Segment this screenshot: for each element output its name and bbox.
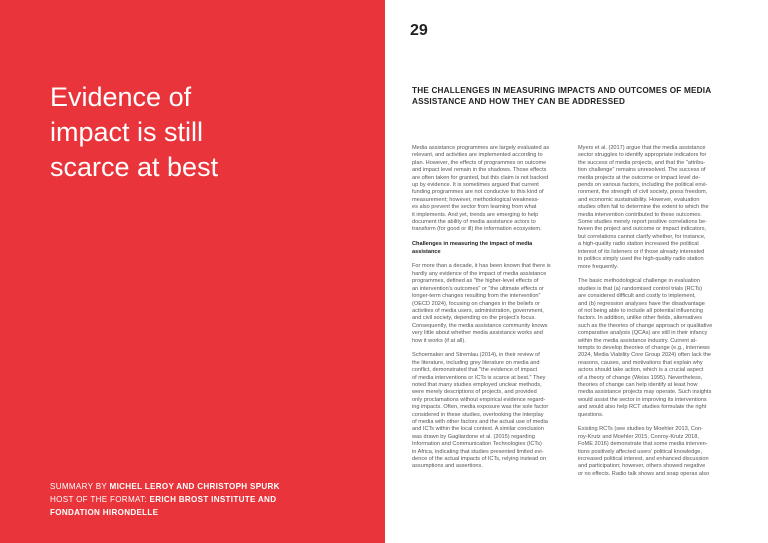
body-text-line: and participation; however, others showed negative [578, 463, 706, 470]
body-text-line: or no effects. Radio talk shows and soap operas also [578, 470, 710, 477]
summary-prefix: SUMMARY BY [50, 482, 110, 491]
body-text-line: and economic sustainability. However, evaluation [578, 196, 700, 203]
body-text-line: Consequently, the media assistance community knows [412, 322, 548, 329]
body-text-line: tions positively affected users' political knowledge, [578, 448, 703, 455]
body-text-line: up by evidence. It is sometimes argued that current [412, 182, 539, 189]
body-text-line: media intervention contributed to these outcomes. [578, 211, 702, 218]
body-text-line: hardly any evidence of the impact of media assistance [412, 270, 547, 277]
body-text-line: assumptions and assertions. [412, 463, 483, 470]
body-text-line: 2024, Media Viability Core Group 2024) often lack the [578, 352, 711, 359]
body-text-line: The basic methodological challenge in evaluation [578, 278, 700, 285]
body-text-line: how it works (if at all). [412, 337, 466, 344]
body-text-line: sector struggles to identify appropriate indicators for [578, 152, 707, 159]
body-text-line: transform (for good or ill) the information ecosystem. [412, 226, 542, 233]
paragraph-gap [578, 419, 741, 426]
body-text-line: Media assistance programmes are largely evaluated as [412, 145, 550, 151]
body-text-line: (OECD 2024), focusing on changes in the beliefs or [412, 300, 540, 307]
body-text-line: would assist the sector in improving its interventions [578, 396, 707, 403]
body-text-line: media projects at the outcome or impact level de- [578, 174, 701, 181]
body-text-line: tion challenge" remains unresolved. The success of [578, 167, 706, 174]
body-text-line: actors should take action, which is a crucial aspect [578, 367, 704, 374]
body-text-line: of media interventions or ICTs is scarce at best." They [412, 374, 546, 381]
body-text-line: ronment, the strength of civil society, press freedom, [578, 189, 708, 196]
body-text-line: measurement; however, methodological weakness- [412, 196, 540, 203]
body-text-line: of media with other factors and the actual use of media [412, 418, 548, 425]
body-text-line: Schoemaker and Stremlau (2014), in their review of [412, 352, 540, 359]
body-text-line: tween the project and outcome or impact indicators, [578, 226, 707, 233]
body-text-line: FoME 2016) demonstrate that some media interven- [578, 441, 708, 448]
body-text-line: in Africa, indicating that studies presented limited evi- [412, 448, 544, 455]
body-text-line: studies often fail to determine the extent to which the [578, 204, 709, 211]
body-text-line: Some studies merely report positive correlations be- [578, 219, 708, 226]
body-text-line: and ICTs within the local context. A similar conclusion [412, 426, 544, 433]
body-text-line: in politics simply used the high-quality radio station [578, 256, 704, 263]
paragraph-gap [412, 345, 575, 352]
host-name: ERICH BROST INSTITUTE AND [149, 495, 277, 504]
body-text-line: theories of change can help identify at least how [578, 381, 698, 388]
body-column-right [578, 145, 741, 478]
body-text-line: a high-quality radio station increased the political [578, 241, 699, 248]
body-text-line: are often taken for granted, but this claim is not backed [412, 174, 549, 181]
body-text-line: funding programmes are not conducive to this kind of [412, 189, 544, 196]
body-text-line: activities of media users, administration, government, [412, 307, 544, 314]
body-text-line: within the media assistance industry. Current at- [578, 337, 697, 344]
body-text-line: programmes, defined as "the higher-level effects of [412, 278, 539, 285]
body-text-line: studies is that (a) randomised control trials (RCTs) [578, 285, 703, 292]
body-text-line: tempts to develop theories of change (e.g., Internews [578, 344, 710, 351]
paragraph-gap [578, 271, 741, 278]
body-text-line: questions. [578, 411, 604, 418]
subheading-line: assistance [412, 248, 441, 255]
body-text-line: only proclamations without empirical evidence regard- [412, 396, 546, 403]
subheading-line: Challenges in measuring the impact of media [412, 241, 533, 248]
body-text-line: comparative analysis (QCAs) are still in their infancy [578, 330, 708, 337]
body-text-line: Information and Communication Technologies (ICTs) [412, 441, 542, 448]
body-text-line: were merely descriptions of projects, and provided [412, 389, 537, 396]
section-title-line: ASSISTANCE AND HOW THEY CAN BE ADDRESSED [412, 97, 626, 106]
section-title [412, 85, 742, 107]
headline-line: Evidence of [50, 82, 192, 112]
host-name-2: FONDATION HIRONDELLE [50, 508, 159, 517]
body-text-line: of a theory of change (Weiss 1995). Nevertheless, [578, 374, 703, 381]
body-text-line: and impact level remain in the shadows. Those effects [412, 167, 547, 174]
body-text-line: es also prevent the sector from learning from what [412, 204, 537, 211]
body-text-line: and would also help RCT studies formulate the right [578, 404, 707, 411]
body-text-line: but correlations cannot clarify whether, for instance, [578, 233, 706, 240]
body-text-line: it implements. And yet, trends are emerging to help [412, 211, 539, 218]
headline-line: impact is still [50, 117, 204, 147]
page-number: 29 [410, 22, 428, 39]
body-text-line: factors. In addition, unlike other fields, alternatives [578, 315, 703, 322]
body-text-line: Myers et al. (2017) argue that the media assistance [578, 145, 706, 151]
host-line [50, 493, 370, 506]
paragraph-gap [412, 234, 575, 241]
body-text-line: interest of its listeners or if those already interested [578, 248, 705, 255]
body-text-line: considered in these studies, overlooking the interplay [412, 411, 544, 418]
section-title-line: THE CHALLENGES IN MEASURING IMPACTS AND OUTCOMES OF MEDIA [412, 86, 712, 95]
body-text-line: the success of media projects, and that the "attribu- [578, 159, 706, 166]
body-text-line: of not being able to include all potential influencing [578, 307, 704, 314]
body-column-left [412, 145, 575, 471]
host-prefix: HOST OF THE FORMAT: [50, 495, 150, 504]
body-text-line: For more than a decade, it has been known that there is [412, 263, 551, 270]
body-text-line: was drawn by Gagliardone et al. (2015) regarding [412, 433, 535, 440]
body-text-line: ing impacts. Often, media exposure was the sole factor [412, 404, 549, 411]
body-text-line: Existing RCTs (see studies by Moehler 2013, Con- [578, 426, 703, 433]
body-text-line: media assistance projects may operate. Such insights [578, 389, 712, 396]
body-text-line: pends on various factors, including the political envi- [578, 182, 708, 189]
summary-credits [50, 480, 370, 519]
body-text-line: document the ability of media assistance actors to [412, 219, 536, 226]
paragraph-gap [412, 256, 575, 263]
body-text-line: are considered difficult and costly to implement, [578, 293, 696, 300]
host-line-2 [50, 506, 370, 519]
body-text-line: noted that many studies employed unclear methods, [412, 381, 542, 388]
body-text-line: roy-Krutz and Moehler 2015, Conroy-Krutz 2018, [578, 433, 699, 440]
body-text-line: and (b) regression analyses have the disadvantage [578, 300, 705, 307]
headline-line: scarce at best [50, 152, 219, 182]
summary-line [50, 480, 370, 493]
body-text-line: and civil society, depending on the project's focus. [412, 315, 536, 322]
body-text-line: increased political interest, and enhanced discussion [578, 456, 709, 463]
body-text-line: an intervention's outcomes" or "the ultimate effects or [412, 285, 544, 292]
body-text-line: plan. However, the effects of programmes on outcome [412, 159, 547, 166]
body-text-line: longer-term changes resulting from the intervention" [412, 293, 541, 300]
body-text-line: the literature, including grey literature on media and [412, 359, 540, 366]
body-text-line: such as the theories of change approach or qualitative [578, 322, 713, 329]
body-text-line: relevant, and activities are implemented according to [412, 152, 543, 159]
body-text-line: more frequently. [578, 263, 619, 270]
body-text-line: conflict, demonstrated that "the evidence of impact [412, 367, 538, 374]
body-text-line: reasons, causes, and motivations that explain why [578, 359, 703, 366]
body-text-line: very little about whether media assistance works and [412, 330, 543, 337]
headline [50, 80, 350, 185]
body-text-line: dence of the actual impacts of ICTs, relying instead on [412, 456, 547, 463]
summary-authors: MICHEL LEROY AND CHRISTOPH SPURK [109, 482, 280, 491]
